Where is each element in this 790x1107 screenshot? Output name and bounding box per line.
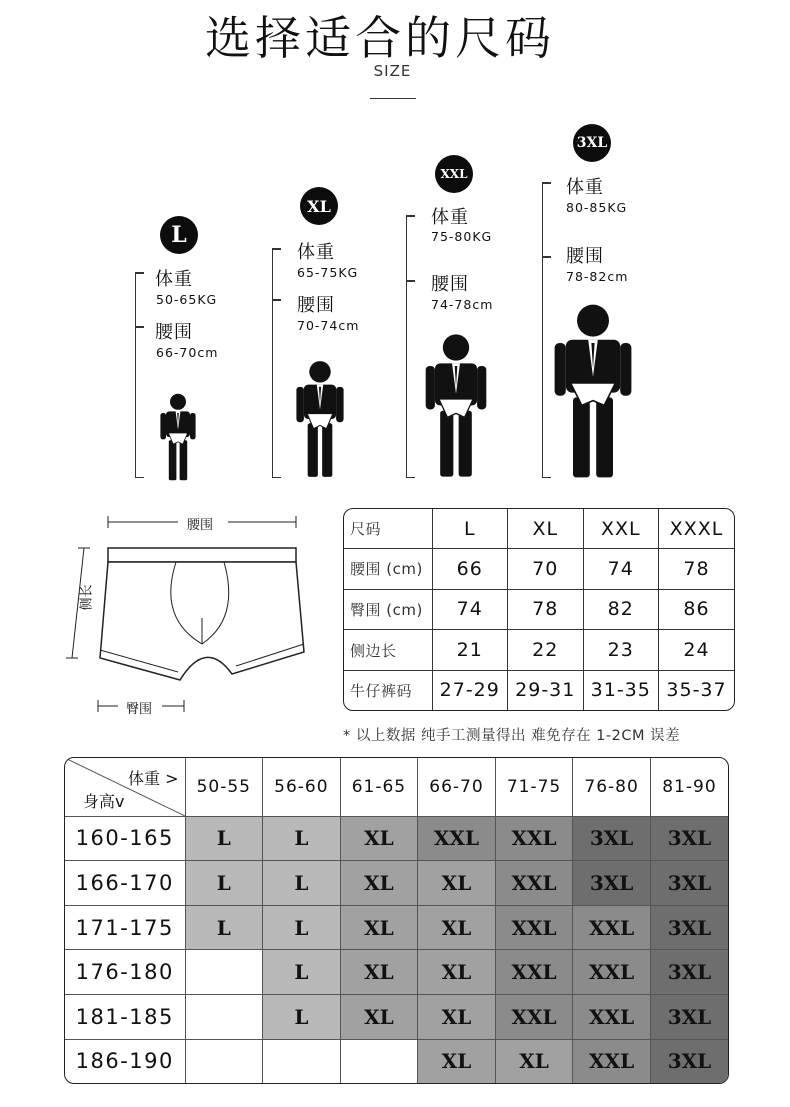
row-label: 侧边长 <box>344 630 432 671</box>
size-cell: L <box>263 861 341 906</box>
tick <box>135 326 144 328</box>
waist-value: 66-70cm <box>156 345 219 360</box>
table-row <box>344 630 734 671</box>
height-header: 186-190 <box>65 1039 185 1083</box>
size-cell: XXL <box>495 950 573 995</box>
size-cell: XL <box>340 950 418 995</box>
size-cell: XXL <box>495 905 573 950</box>
row-label: 牛仔裤码 <box>344 670 432 710</box>
height-bracket <box>406 215 407 478</box>
grid-row <box>65 995 728 1040</box>
size-cell: XXL <box>495 861 573 906</box>
size-badge-3xl: 3XL <box>573 124 611 162</box>
size-cell: XL <box>340 816 418 861</box>
size-cell: XL <box>495 1039 573 1083</box>
size-cell: XXL <box>418 816 496 861</box>
size-cell: XXL <box>573 905 651 950</box>
grid-row <box>65 1039 728 1083</box>
row-label: 臀围 (cm) <box>344 589 432 630</box>
weight-label: 体重 <box>155 269 193 290</box>
weight-header: 81-90 <box>650 758 728 816</box>
height-header: 171-175 <box>65 905 185 950</box>
size-cell: 3XL <box>650 1039 728 1083</box>
table-cell: 70 <box>508 549 584 590</box>
table-header-cell: L <box>432 509 508 549</box>
size-cell: L <box>263 816 341 861</box>
hip-dimension-label: 臀围 <box>126 702 153 717</box>
height-bracket <box>135 272 136 478</box>
grid-header-row <box>65 758 728 816</box>
size-cell <box>340 1039 418 1083</box>
size-cell: 3XL <box>650 816 728 861</box>
row-label: 腰围 (cm) <box>344 549 432 590</box>
waist-label: 腰围 <box>431 274 469 295</box>
table-cell: 24 <box>659 630 735 671</box>
weight-header: 50-55 <box>185 758 263 816</box>
weight-header: 61-65 <box>340 758 418 816</box>
size-cell: L <box>263 950 341 995</box>
table-cell: 29-31 <box>508 670 584 710</box>
height-header: 181-185 <box>65 995 185 1040</box>
table-header-cell: XXXL <box>659 509 735 549</box>
corner-weight-label: 体重 > <box>128 769 179 788</box>
waist-label: 腰围 <box>155 322 193 343</box>
size-cell: XL <box>418 1039 496 1083</box>
person-icon-xl <box>293 360 347 478</box>
size-cell: XL <box>340 905 418 950</box>
size-cell: L <box>185 905 263 950</box>
height-bracket <box>542 182 543 478</box>
title-divider <box>370 98 416 99</box>
weight-header: 56-60 <box>263 758 341 816</box>
side-dimension-label: 侧长 <box>79 584 95 611</box>
waist-value: 74-78cm <box>431 297 494 312</box>
waist-dimension-label: 腰围 <box>187 518 214 533</box>
tick <box>406 280 415 282</box>
table-row <box>344 589 734 630</box>
size-cell: 3XL <box>650 861 728 906</box>
size-badge-xxl: XXL <box>435 155 473 193</box>
grid-row <box>65 905 728 950</box>
person-icon-3xl <box>553 302 633 480</box>
measurement-note: * 以上数据 纯手工测量得出 难免存在 1-2CM 误差 <box>343 728 681 744</box>
height-bracket <box>272 248 273 478</box>
size-cell <box>185 995 263 1040</box>
size-cell: XL <box>418 950 496 995</box>
table-cell: 78 <box>659 549 735 590</box>
size-cell: XXL <box>495 816 573 861</box>
size-cell: 3XL <box>573 816 651 861</box>
corner-height-label: 身高v <box>83 791 125 811</box>
waist-label: 腰围 <box>297 295 335 316</box>
person-icon-xxl <box>423 333 489 478</box>
grid-row <box>65 816 728 861</box>
table-header-cell: XL <box>508 509 584 549</box>
table-cell: 74 <box>583 549 659 590</box>
table-row <box>344 670 734 710</box>
tick <box>542 256 551 258</box>
grid-row <box>65 950 728 995</box>
size-cell <box>185 950 263 995</box>
size-cell: XXL <box>573 995 651 1040</box>
page-title: 选择适合的尺码 <box>205 11 555 65</box>
size-cell: 3XL <box>650 905 728 950</box>
weight-header: 71-75 <box>495 758 573 816</box>
size-cell: 3XL <box>573 861 651 906</box>
size-recommendation-grid <box>64 757 729 1084</box>
tick <box>272 299 281 301</box>
waist-label: 腰围 <box>566 246 604 267</box>
size-cell: L <box>263 995 341 1040</box>
size-cell: XXL <box>573 1039 651 1083</box>
weight-label: 体重 <box>566 177 604 198</box>
size-cell <box>263 1039 341 1083</box>
size-spec-table <box>343 508 735 711</box>
table-cell: 66 <box>432 549 508 590</box>
size-cell: 3XL <box>650 950 728 995</box>
weight-value: 80-85KG <box>566 200 628 215</box>
size-cell: L <box>185 816 263 861</box>
size-cell: 3XL <box>650 995 728 1040</box>
person-icon-l <box>158 392 198 482</box>
weight-value: 65-75KG <box>297 265 359 280</box>
table-cell: 35-37 <box>659 670 735 710</box>
grid-row <box>65 861 728 906</box>
weight-header: 76-80 <box>573 758 651 816</box>
size-cell: XL <box>340 995 418 1040</box>
waist-value: 78-82cm <box>566 269 629 284</box>
size-cell: L <box>263 905 341 950</box>
size-cell <box>185 1039 263 1083</box>
weight-label: 体重 <box>431 207 469 228</box>
grid-corner-cell <box>65 758 185 816</box>
weight-label: 体重 <box>297 242 335 263</box>
page-subtitle: SIZE <box>373 62 412 80</box>
size-badge-l: L <box>160 216 198 254</box>
size-cell: XL <box>418 905 496 950</box>
weight-value: 50-65KG <box>156 292 218 307</box>
size-cell: XXL <box>495 995 573 1040</box>
size-cell: L <box>185 861 263 906</box>
size-badge-xl: XL <box>300 187 338 225</box>
table-cell: 86 <box>659 589 735 630</box>
table-cell: 31-35 <box>583 670 659 710</box>
table-header-cell: XXL <box>583 509 659 549</box>
table-cell: 22 <box>508 630 584 671</box>
size-cell: XL <box>418 861 496 906</box>
size-cell: XL <box>340 861 418 906</box>
table-header-row <box>344 509 734 549</box>
size-cell: XL <box>418 995 496 1040</box>
table-cell: 27-29 <box>432 670 508 710</box>
weight-header: 66-70 <box>418 758 496 816</box>
height-header: 166-170 <box>65 861 185 906</box>
table-cell: 74 <box>432 589 508 630</box>
table-cell: 21 <box>432 630 508 671</box>
weight-value: 75-80KG <box>431 229 493 244</box>
table-header-cell: 尺码 <box>344 509 432 549</box>
table-row <box>344 549 734 590</box>
briefs-diagram <box>60 508 310 718</box>
height-header: 160-165 <box>65 816 185 861</box>
size-cell: XXL <box>573 950 651 995</box>
table-cell: 82 <box>583 589 659 630</box>
height-header: 176-180 <box>65 950 185 995</box>
table-cell: 23 <box>583 630 659 671</box>
table-cell: 78 <box>508 589 584 630</box>
waist-value: 70-74cm <box>297 318 360 333</box>
